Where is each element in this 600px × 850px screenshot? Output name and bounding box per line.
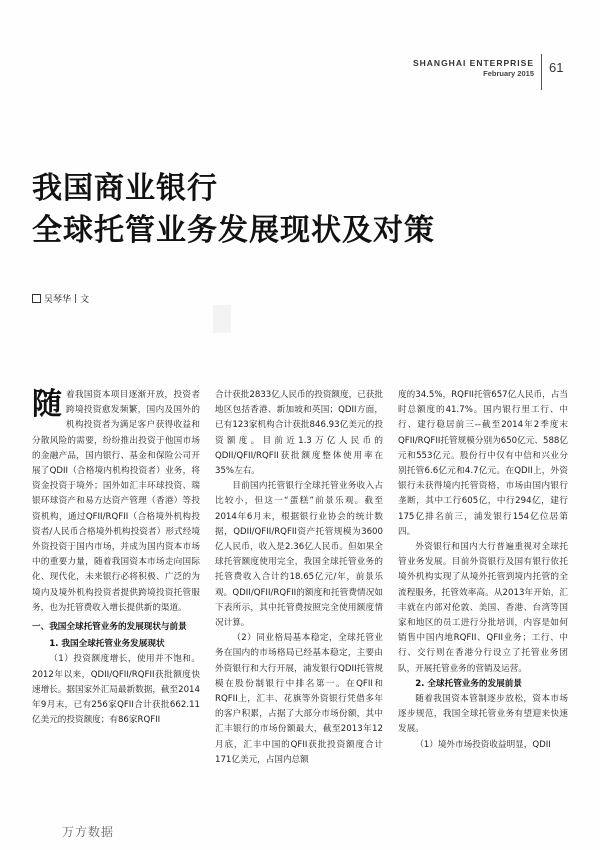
paragraph: 随着我国资本管制逐步放松，资本市场逐步规范，我国全球托管业务有望迎来快速发展。: [398, 694, 568, 735]
running-header: [413, 58, 534, 78]
paragraph: （2）同业格局基本稳定，全球托管业务在国内的市场格局已经基本稳定，主要由外资银行和大行开展，浦发银行QDII托管规模在股份制银行中排名第一。在QFII和RQFII上，汇丰、花旗等外资银行凭借多年的客户积累，占据了大部分市场份额，其中汇丰银行的市场份额最大，截至2013年12月底，汇丰中国的QFII获批投资额度合计171亿美元，占国内总额: [215, 633, 383, 765]
paragraph: 目前国内托管银行全球托管业务收入占比较小，但这一“蛋糕”前景乐观。截至2014年6月末，根据银行业协会的统计数据，QDII/QFII/RQFII资产托管规模为3600亿人民币，收入是2.36亿人民币。但如果全球托管额度使用完全，我国全球托管业务的托管费收入合计约18.65亿元/年，前景乐观。QDII/QFII/RQFII的额度和托管费情况如下表所示，其中托管费按照完全使用额度情况计算。: [215, 481, 383, 629]
author-role: 文: [80, 295, 90, 305]
page-number: 61: [549, 60, 564, 75]
faint-mark: [213, 305, 231, 333]
paragraph: 度的34.5%，RQFII托管657亿人民币，占当时总额度的41.7%。国内银行里工行、中行、建行稳居前三--截至2014年2季度末QFII/RQFII托管规模分别为650亿元、588亿元和553亿元。股份行中仅有中信和兴业分别托管6.6亿元和4.7亿元。在QDII上，外资银行未获得境内托管资格，市场由国内银行垄断，其中工行605亿，中行294亿，建行175亿排名前三，浦发银行154亿位居第四。: [398, 390, 568, 537]
paragraph: （1）境外市场投资收益明显，QDII: [415, 739, 551, 750]
paragraph: （1）投资额度增长，使用并不饱和。2012年以来，QDII/QFII/RQFII获批额度快速增长。据国家外汇局最新数据，截至2014年9月末，已有256家QFII合计获批662.11亿美元的投资额度；有86家RQFII: [32, 654, 200, 726]
author-name: 吴琴华: [44, 295, 72, 305]
body-column-3: [398, 388, 568, 753]
header-divider: [541, 54, 542, 90]
paragraph: 合计获批2833亿人民币的投资额度，已获批地区包括香港、新加坡和英国；QDII方面，已有123家机构合计获批846.93亿美元的投资额度。目前近1.3万亿人民币的QDII/QFII/RQFII获批额度整体使用率在35%左右。: [215, 390, 383, 477]
subsection-heading: 2. 全球托管业务的发展前景: [415, 678, 522, 689]
footer-watermark: 万方数据: [62, 825, 115, 839]
body-column-1: [32, 388, 200, 728]
drop-cap: 随: [32, 387, 62, 422]
body-column-2: [215, 388, 383, 768]
issue-date: February 2015: [483, 69, 534, 78]
paragraph: 着我国资本项目逐渐开放，投资者跨境投资愈发频繁，国内及国外的机构投资者为满足客户获得收益和分散风险的需要，纷纷推出投资于他国市场的金融产品，国内银行、基金和保险公司开展了QDII（合格境内机构投资者）业务，将资金投资于境外；国外如汇丰环球投资、瑞银环球资产和易方达资产管理（香港）等投资机构，通过QFII/RQFII（合格境外机构投资者/人民币合格境外机构投资者）形式经境外资投资于国内市场，并成为国内资本市场中的重要力量，随着我国资本市场走向国际化、现代化，未来银行必将积极、广泛的为境内及境外机构投资者提供跨境投资托管服务，也为托管费收入增长提供新的渠道。: [32, 390, 200, 613]
subsection-heading: 1. 我国全球托管业务发展现状: [49, 639, 165, 650]
section-heading: 一、我国全球托管业务的发展现状与前景: [32, 622, 187, 633]
byline-separator: |: [74, 293, 78, 304]
square-bullet-icon: [32, 294, 41, 303]
author-byline: [32, 292, 89, 305]
article-title-line-2: 全球托管业务发展现状及对策: [32, 213, 435, 248]
paragraph: 外资银行和国内大行普遍重视对全球托管业务发展。目前外资银行及国有银行依托境外机构实现了从境外托管到境内托管的全流程服务，托管效率高。从2013年开始，汇丰就在内部对伦敦、美国、香港、台湾等国家和地区的员工进行分批培训，内容是如何销售中国内地RQFII、QFII业务；工行、中行、交行则在香港分行设立了托管业务团队，开展托管业务的营销及运营。: [398, 542, 568, 674]
publication-name: SHANGHAI ENTERPRISE: [412, 58, 534, 68]
article-title-line-1: 我国商业银行: [32, 171, 218, 206]
